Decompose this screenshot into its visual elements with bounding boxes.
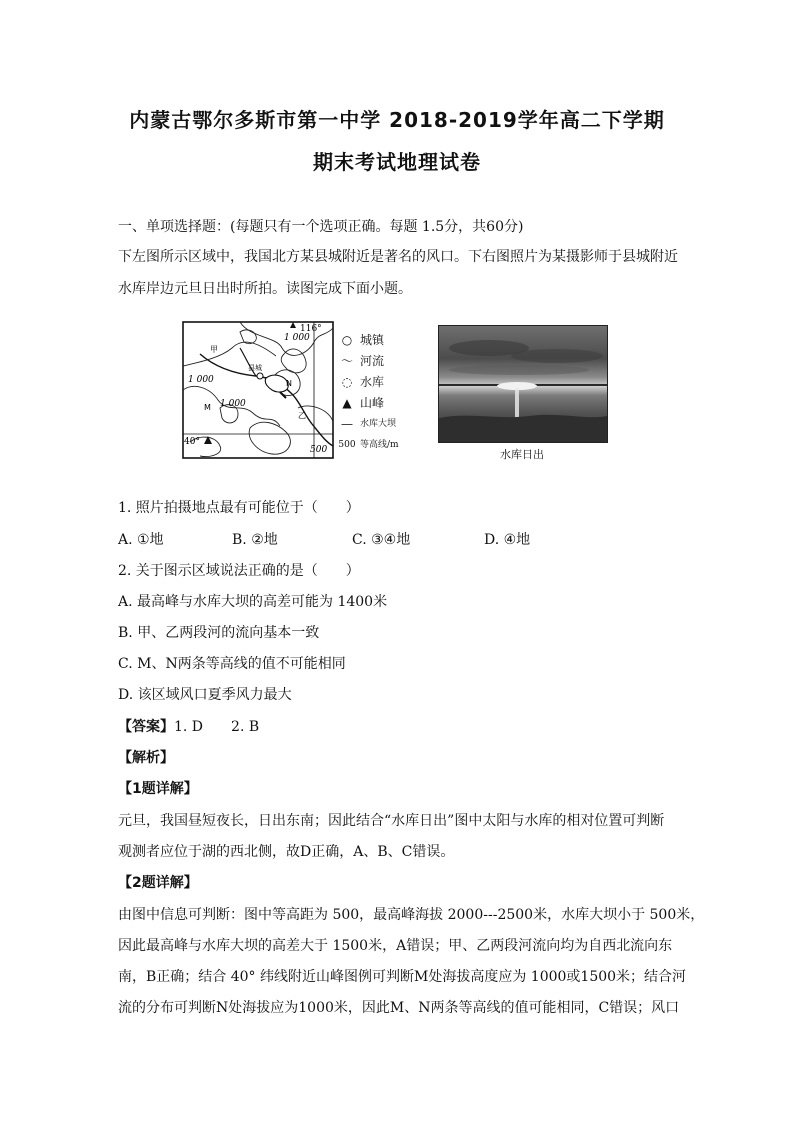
map-frame bbox=[183, 322, 333, 458]
map-label-lat: 40° bbox=[184, 437, 200, 447]
legend-item-river bbox=[338, 351, 418, 372]
answer-label: 【答案】 bbox=[118, 719, 174, 735]
question-1-option-d: D. ④地 bbox=[484, 532, 531, 548]
legend-label: 城镇 bbox=[360, 333, 385, 347]
legend-item-peak bbox=[338, 393, 418, 414]
q1-detail-line: 观测者应位于湖的西北侧，故D正确，A、B、C错误。 bbox=[118, 844, 455, 860]
map-label-contour: 1 000 bbox=[188, 375, 214, 385]
question-1-option-b: B. ②地 bbox=[232, 532, 278, 548]
question-2-option-a: A. 最高峰与水库大坝的高差可能为 1400米 bbox=[118, 594, 388, 610]
q2-detail-heading: 【2题详解】 bbox=[118, 875, 198, 891]
legend-item-contour bbox=[338, 435, 418, 456]
question-1-option-a: A. ①地 bbox=[118, 532, 164, 548]
page-title: 内蒙古鄂尔多斯市第一中学 2018-2019学年高二下学期 bbox=[129, 108, 665, 132]
map-label-n: N bbox=[286, 379, 292, 388]
legend-label: 水库大坝 bbox=[360, 419, 397, 429]
analysis-label: 【解析】 bbox=[118, 750, 174, 766]
map-label-contour: 500 bbox=[310, 445, 328, 455]
legend-label: 河流 bbox=[360, 354, 385, 368]
q2-detail-line: 由图中信息可判断：图中等高距为 500，最高峰海拔 2000---2500米，水库大坝小于 500米， bbox=[118, 907, 705, 923]
question-2-stem: 2. 关于图示区域说法正确的是（ ） bbox=[118, 563, 360, 579]
q2-detail-line: 南，B正确；结合 40° 纬线附近山峰图例可判断M处海拔高度应为 1000或1500米；结合河 bbox=[118, 969, 687, 985]
answer-text: 1. D 2. B bbox=[174, 719, 260, 735]
section-heading: 一、单项选择题：(每题只有一个选项正确。每题 1.5分，共60分) bbox=[118, 219, 524, 235]
map-label-contour: 1 000 bbox=[220, 399, 246, 409]
legend-item-town bbox=[338, 330, 418, 351]
map-label-m: M bbox=[204, 403, 211, 412]
map-label-jia: 甲 bbox=[210, 345, 218, 354]
q2-detail-line: 流的分布可判断N处海拔应为1000米，因此M、N两条等高线的值可能相同，C错误；风口 bbox=[118, 1000, 680, 1016]
q1-detail-heading: 【1题详解】 bbox=[118, 781, 198, 797]
q1-detail-line: 元旦，我国昼短夜长，日出东南；因此结合“水库日出”图中太阳与水库的相对位置可判断 bbox=[118, 813, 665, 829]
map-label-yi: 乙 bbox=[298, 411, 306, 420]
legend-item-reservoir bbox=[338, 372, 418, 393]
sun-reflection bbox=[515, 388, 519, 418]
river-icon: 〜 bbox=[340, 354, 353, 368]
question-2-option-b: B. 甲、乙两段河的流向基本一致 bbox=[118, 625, 320, 641]
photo-svg bbox=[439, 326, 607, 442]
intro-line-1: 下左图所示区域中，我国北方某县城附近是著名的风口。下右图照片为某摄影师于县城附近 bbox=[118, 249, 678, 265]
answer-row bbox=[118, 717, 688, 737]
dam-icon: — bbox=[341, 417, 353, 431]
legend-item-dam bbox=[338, 414, 418, 435]
legend-label: 山峰 bbox=[360, 396, 385, 410]
peak-icon: ▲ bbox=[342, 396, 352, 410]
photo-caption: 水库日出 bbox=[500, 448, 544, 461]
map-legend bbox=[338, 330, 418, 456]
q2-detail-line: 因此最高峰与水库大坝的高差大于 1500米，A错误；甲、乙两段河流向均为自西北流向东 bbox=[118, 938, 673, 954]
town-marker bbox=[257, 373, 263, 379]
question-1-option-c: C. ③④地 bbox=[352, 532, 411, 548]
map-label-lon: 116° bbox=[300, 324, 322, 334]
map-label-county: 县城 bbox=[248, 364, 262, 372]
intro-line-2: 水库岸边元旦日出时所拍。读图完成下面小题。 bbox=[118, 281, 412, 297]
reservoir-sunrise-photo bbox=[438, 325, 608, 443]
legend-label: 等高线/m bbox=[360, 440, 399, 450]
map-label-contour: 1 000 bbox=[284, 333, 310, 343]
town-icon: ○ bbox=[341, 333, 353, 347]
question-2-option-c: C. M、N两条等高线的值不可能相同 bbox=[118, 656, 346, 672]
page-subtitle: 期末考试地理试卷 bbox=[313, 150, 481, 174]
question-1-stem: 1. 照片拍摄地点最有可能位于（ ） bbox=[118, 500, 360, 516]
contour-value: 500 bbox=[338, 440, 356, 450]
legend-label: 水库 bbox=[360, 375, 385, 389]
reservoir-icon: ◌ bbox=[341, 375, 353, 389]
question-2-option-d: D. 该区域风口夏季风力最大 bbox=[118, 687, 292, 703]
